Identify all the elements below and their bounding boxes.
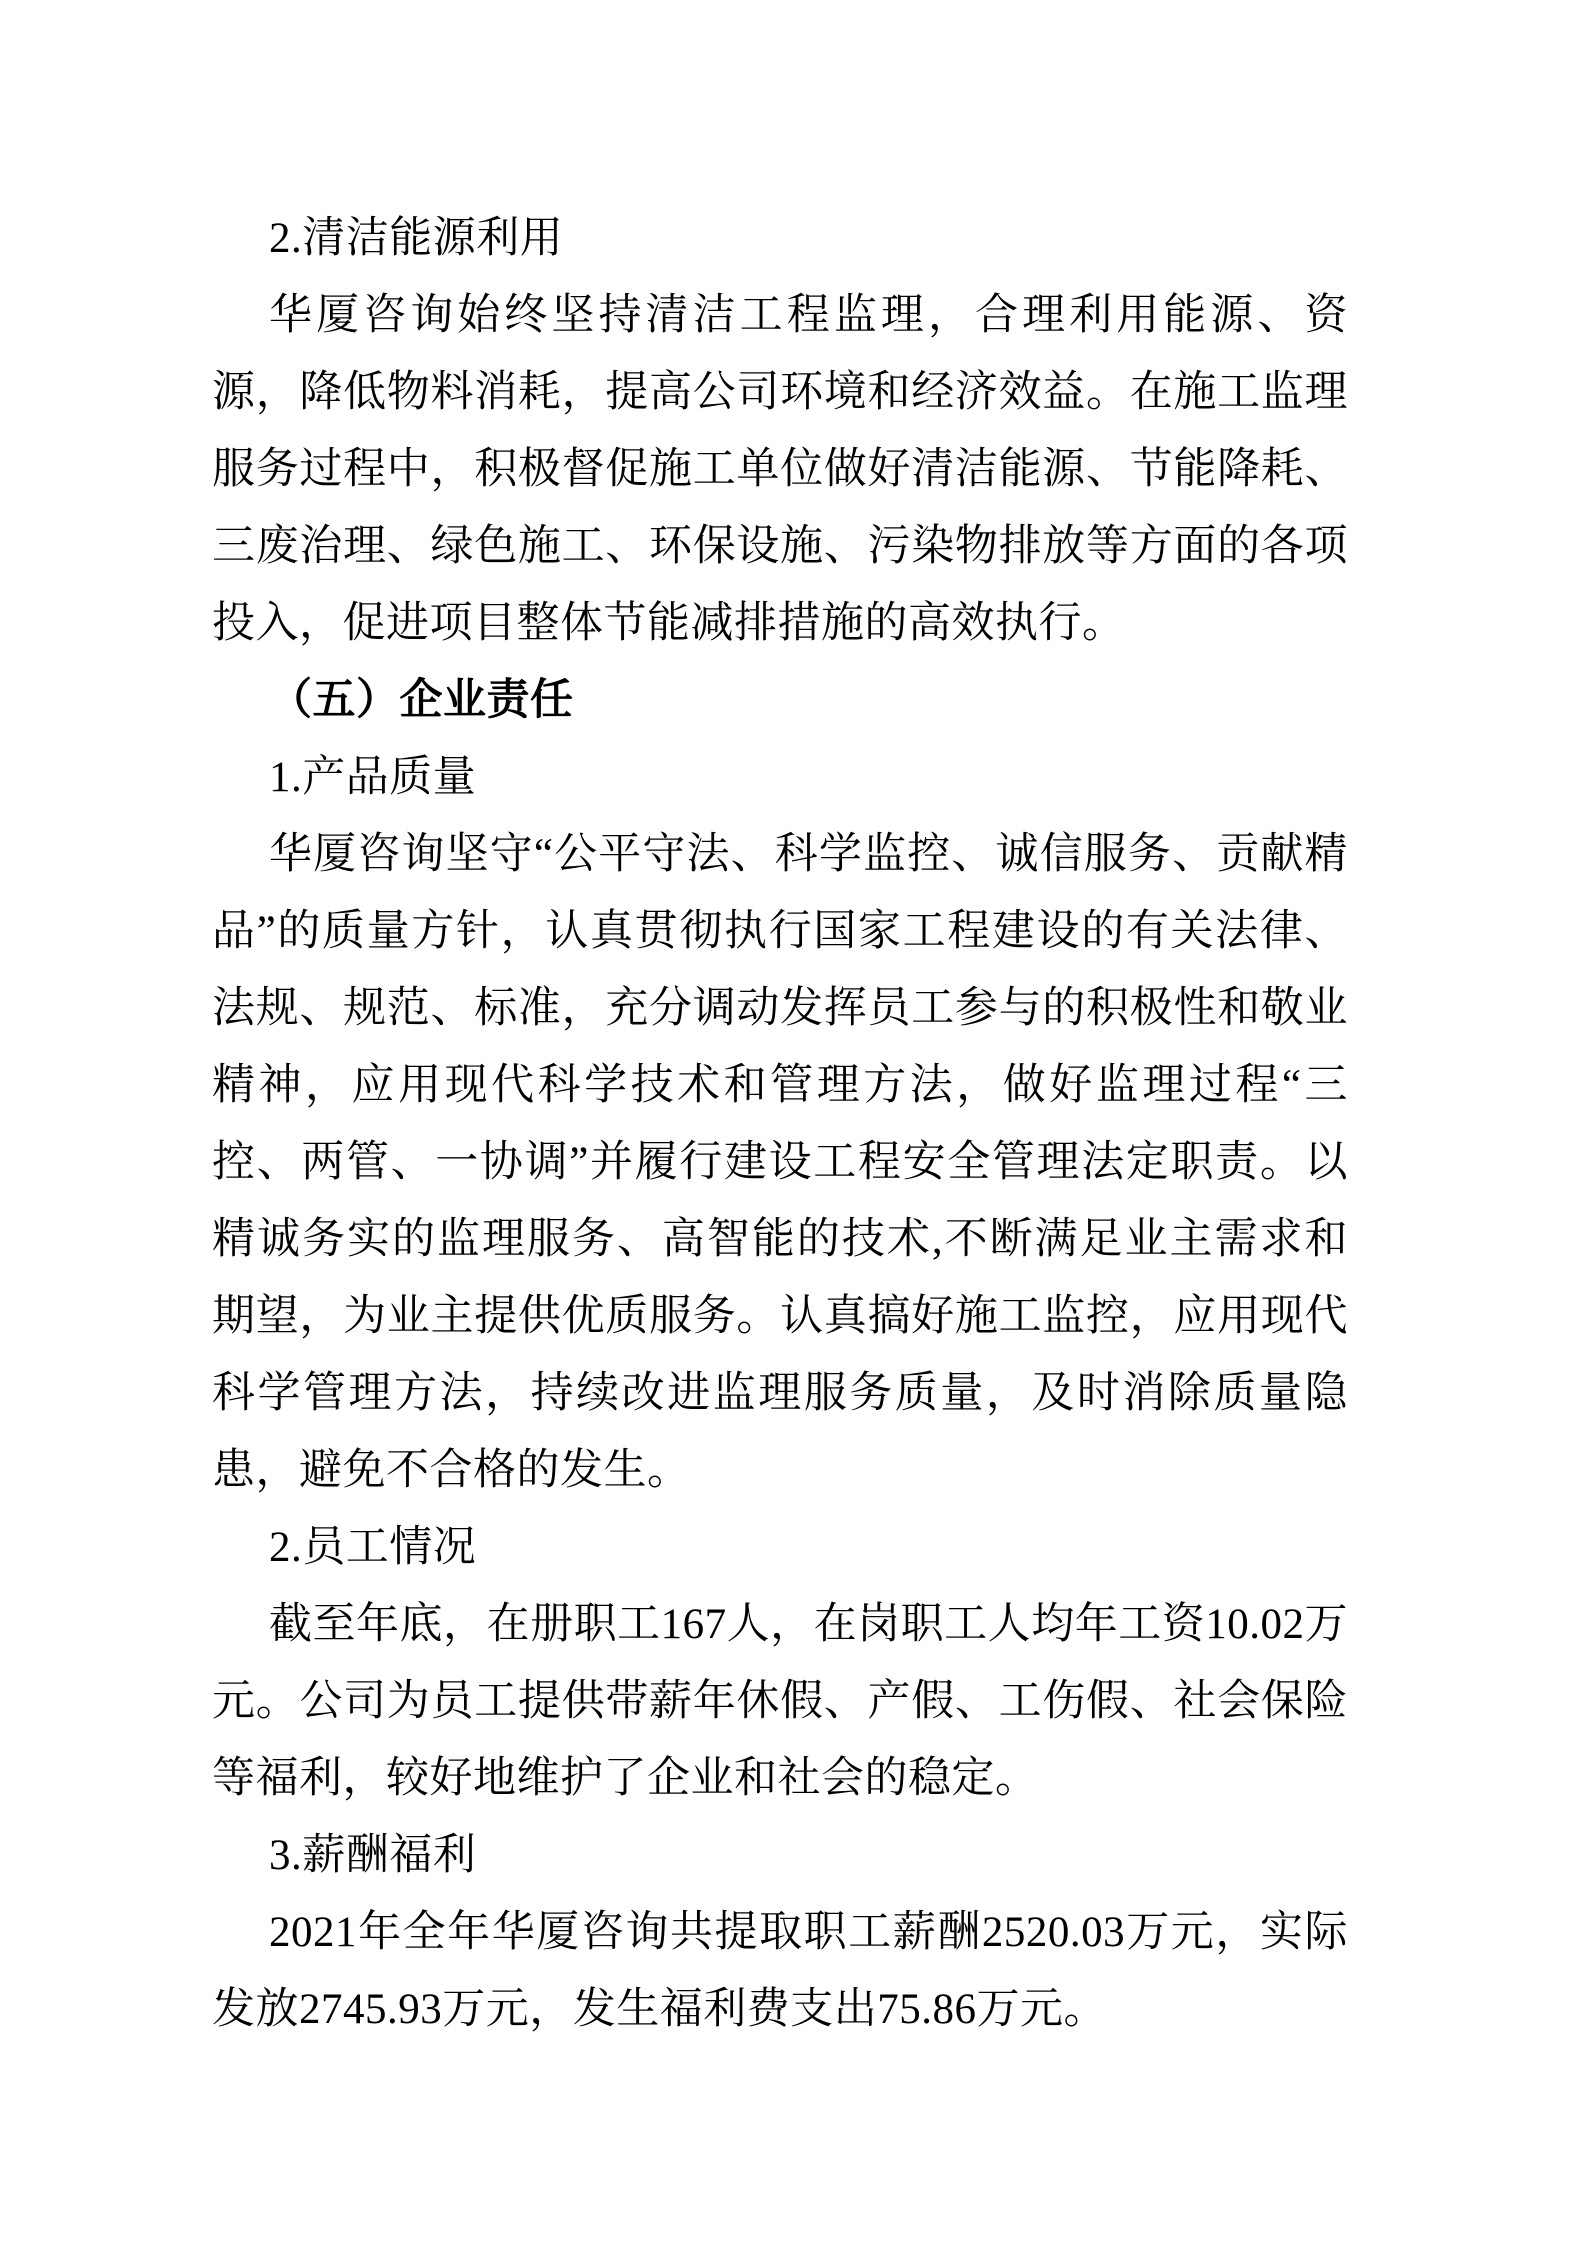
paragraph-employee-situation: 截至年底，在册职工167人，在岗职工人均年工资10.02万元。公司为员工提供带薪年休假、产假、工伤假、社会保险等福利，较好地维护了企业和社会的稳定。 xyxy=(212,1601,1348,1802)
paragraph-clean-energy-use: 华厦咨询始终坚持清洁工程监理，合理利用能源、资源，降低物料消耗，提高公司环境和经济效益。在施工监理服务过程中，积极督促施工单位做好清洁能源、节能降耗、三废治理、绿色施工、环保设施、污染物排放等方面的各项投入，促进项目整体节能减排措施的高效执行。 xyxy=(212,292,1348,647)
document-body xyxy=(212,200,1348,2048)
subheading-clean-energy-use: 2.清洁能源利用 xyxy=(269,215,564,262)
paragraph-product-quality: 华厦咨询坚守“公平守法、科学监控、诚信服务、贡献精品”的质量方针，认真贯彻执行国家工程建设的有关法律、法规、规范、标准，充分调动发挥员工参与的积极性和敬业精神，应用现代科学技术和管理方法，做好监理过程“三控、两管、一协调”并履行建设工程安全管理法定职责。以精诚务实的监理服务、高智能的技术,不断满足业主需求和期望，为业主提供优质服务。认真搞好施工监控，应用现代科学管理方法，持续改进监理服务质量，及时消除质量隐患，避免不合格的发生。 xyxy=(212,831,1348,1494)
subheading-compensation-benefits: 3.薪酬福利 xyxy=(269,1832,477,1879)
heading-corporate-responsibility: （五）企业责任 xyxy=(269,677,574,724)
subheading-employee-situation: 2.员工情况 xyxy=(269,1524,477,1571)
paragraph-compensation-benefits: 2021年全年华厦咨询共提取职工薪酬2520.03万元，实际发放2745.93万元，发生福利费支出75.86万元。 xyxy=(212,1909,1348,2033)
subheading-product-quality: 1.产品质量 xyxy=(269,754,477,801)
